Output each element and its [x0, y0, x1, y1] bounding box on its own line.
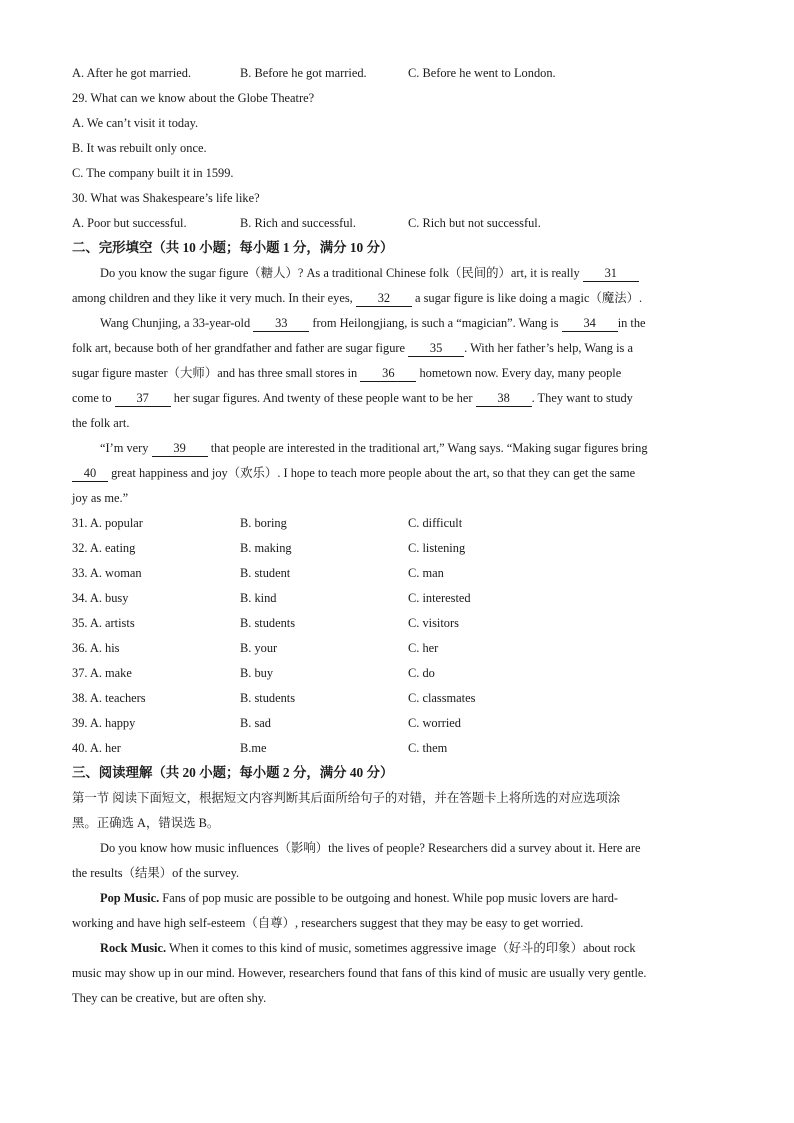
blank-31: 31	[583, 265, 639, 282]
passage-text: come to	[72, 391, 112, 405]
reading-text: When it comes to this kind of music, sometimes aggressive image（好斗的印象）about rock	[166, 941, 636, 955]
q30-option-a: A. Poor but successful.	[72, 216, 187, 230]
section3-instructions: 黑。正确选 A，错误选 B。	[72, 816, 220, 830]
choice-b: B.me	[240, 741, 267, 755]
choice-row	[72, 588, 722, 613]
choice-a: 32. A. eating	[72, 541, 136, 555]
passage-line	[72, 288, 722, 313]
passage-line: the folk art.	[72, 416, 130, 430]
q30-options	[72, 213, 722, 238]
passage-line	[72, 388, 722, 413]
choice-b: B. your	[240, 641, 278, 655]
pop-music-title: Pop Music.	[100, 891, 160, 905]
passage-line	[72, 338, 722, 363]
choice-row	[72, 613, 722, 638]
choice-row	[72, 738, 722, 763]
passage-text: “I’m very	[100, 441, 149, 455]
choice-row	[72, 538, 722, 563]
section2-heading: 二、完形填空（共 10 小题；每小题 1 分，满分 10 分）	[72, 240, 394, 255]
rock-music-title: Rock Music.	[100, 941, 167, 955]
blank-38: 38	[476, 390, 532, 407]
q30-question: 30. What was Shakespeare’s life like?	[72, 191, 260, 205]
choice-row	[72, 638, 722, 663]
reading-line	[72, 888, 722, 913]
exam-page	[72, 63, 722, 1013]
passage-text: folk art, because both of her grandfather and father are sugar figure	[72, 341, 406, 355]
choice-row	[72, 663, 722, 688]
passage-text: great happiness and joy（欢乐）. I hope to teach more people about the art, so that they can get the same	[111, 466, 636, 480]
choice-row	[72, 563, 722, 588]
passage-line	[72, 313, 722, 338]
choice-row	[72, 513, 722, 538]
choice-c: C. difficult	[408, 516, 463, 530]
blank-32: 32	[356, 290, 412, 307]
choice-c: C. her	[408, 641, 439, 655]
passage-text: Do you know the sugar figure（糖人）? As a traditional Chinese folk（民间的）art, it is really	[100, 266, 580, 280]
passage-line	[72, 463, 722, 488]
section3-heading: 三、阅读理解（共 20 小题；每小题 2 分，满分 40 分）	[72, 765, 394, 780]
q28-option-b: B. Before he got married.	[240, 66, 367, 80]
reading-line: Do you know how music influences（影响）the lives of people? Researchers did a survey about it. Here are	[100, 841, 641, 855]
choice-a: 31. A. popular	[72, 516, 143, 530]
passage-text: that people are interested in the traditional art,” Wang says. “Making sugar figures bring	[210, 441, 648, 455]
choice-c: C. worried	[408, 716, 461, 730]
choice-c: C. interested	[408, 591, 471, 605]
choice-c: C. do	[408, 666, 435, 680]
reading-line	[72, 938, 722, 963]
passage-text: a sugar figure is like doing a magic（魔法）.	[415, 291, 643, 305]
reading-line: They can be creative, but are often shy.	[72, 991, 267, 1005]
passage-line: joy as me.”	[72, 491, 129, 505]
choice-a: 34. A. busy	[72, 591, 129, 605]
choice-a: 33. A. woman	[72, 566, 142, 580]
choice-a: 35. A. artists	[72, 616, 135, 630]
q28-option-a: A. After he got married.	[72, 66, 192, 80]
choice-c: C. them	[408, 741, 448, 755]
blank-36: 36	[360, 365, 416, 382]
choice-c: C. visitors	[408, 616, 459, 630]
q29-option-a: A. We can’t visit it today.	[72, 116, 199, 130]
choice-b: B. kind	[240, 591, 277, 605]
choice-c: C. man	[408, 566, 444, 580]
passage-line	[72, 263, 722, 288]
choice-row	[72, 688, 722, 713]
reading-line: the results（结果）of the survey.	[72, 866, 240, 880]
q29-option-c: C. The company built it in 1599.	[72, 166, 234, 180]
choice-a: 40. A. her	[72, 741, 121, 755]
passage-text: among children and they like it very much. In their eyes,	[72, 291, 353, 305]
choice-b: B. making	[240, 541, 292, 555]
q28-option-c: C. Before he went to London.	[408, 66, 556, 80]
blank-40: 40	[72, 465, 108, 482]
passage-text: in the	[617, 316, 646, 330]
choice-row	[72, 713, 722, 738]
reading-text: Fans of pop music are possible to be outgoing and honest. While pop music lovers are hard-	[159, 891, 619, 905]
q29-question: 29. What can we know about the Globe Theatre?	[72, 91, 315, 105]
passage-text: . With her father’s help, Wang is a	[464, 341, 633, 355]
choice-c: C. classmates	[408, 691, 476, 705]
choice-b: B. students	[240, 616, 296, 630]
passage-line	[72, 438, 722, 463]
passage-line	[72, 363, 722, 388]
passage-text: from Heilongjiang, is such a “magician”. Wang is	[312, 316, 559, 330]
choice-a: 39. A. happy	[72, 716, 136, 730]
passage-text: hometown now. Every day, many people	[419, 366, 622, 380]
passage-text: sugar figure master（大师）and has three small stores in	[72, 366, 358, 380]
q29-option-b: B. It was rebuilt only once.	[72, 141, 207, 155]
choice-a: 36. A. his	[72, 641, 120, 655]
passage-text: Wang Chunjing, a 33-year-old	[100, 316, 251, 330]
section3-instructions: 第一节 阅读下面短文，根据短文内容判断其后面所给句子的对错，并在答题卡上将所选的对应选项涂	[72, 791, 621, 805]
choice-a: 37. A. make	[72, 666, 132, 680]
blank-33: 33	[253, 315, 309, 332]
choice-a: 38. A. teachers	[72, 691, 146, 705]
reading-line: music may show up in our mind. However, researchers found that fans of this kind of music are usually very gentle.	[72, 966, 647, 980]
blank-34: 34	[562, 315, 618, 332]
choice-c: C. listening	[408, 541, 466, 555]
choice-b: B. students	[240, 691, 296, 705]
q30-option-c: C. Rich but not successful.	[408, 216, 541, 230]
q28-options	[72, 63, 722, 88]
passage-text: her sugar figures. And twenty of these people want to be her	[173, 391, 473, 405]
q30-option-b: B. Rich and successful.	[240, 216, 356, 230]
choice-b: B. buy	[240, 666, 274, 680]
blank-39: 39	[152, 440, 208, 457]
choice-b: B. boring	[240, 516, 287, 530]
passage-text: . They want to study	[531, 391, 633, 405]
reading-line: working and have high self-esteem（自尊）, researchers suggest that they may be easy to get worried.	[72, 916, 584, 930]
blank-37: 37	[115, 390, 171, 407]
choice-b: B. student	[240, 566, 291, 580]
blank-35: 35	[408, 340, 464, 357]
choices-table	[72, 513, 722, 763]
choice-b: B. sad	[240, 716, 271, 730]
